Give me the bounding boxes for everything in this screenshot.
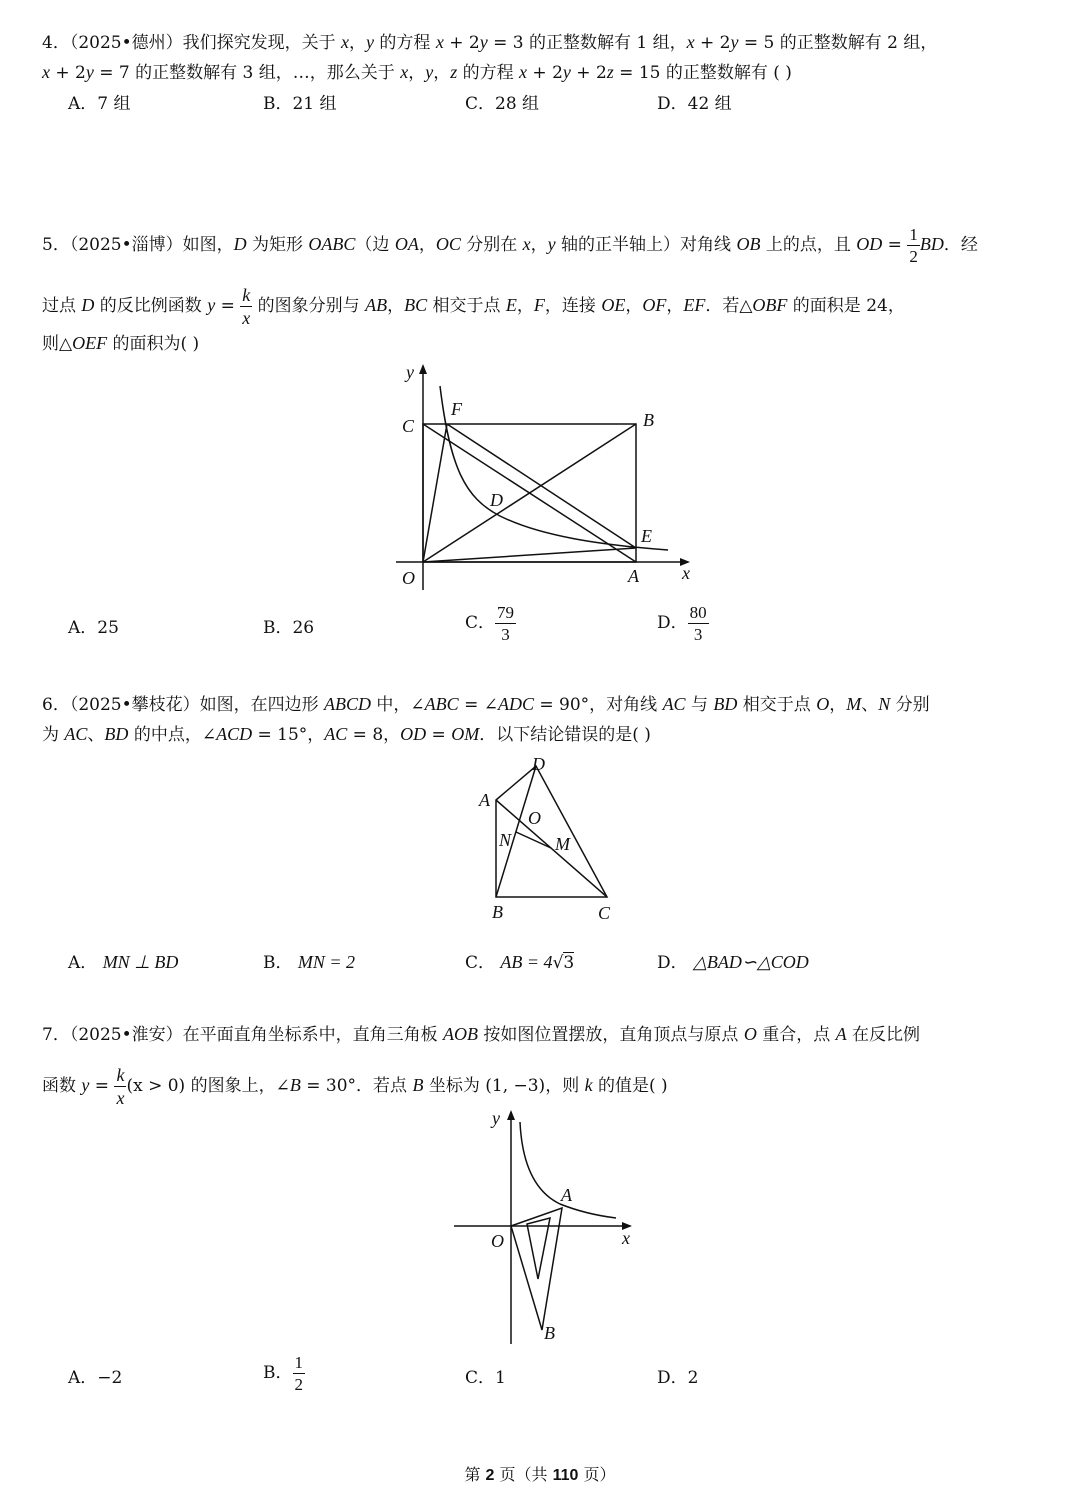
q5-label-c: C	[402, 416, 415, 436]
q5-label-d: D	[490, 490, 503, 510]
q5-option-c: C． $\frac{79}{3}$	[465, 603, 515, 644]
q6-label-m: M	[555, 834, 570, 854]
q5-hyperbola	[440, 386, 668, 550]
q6-label-a: A	[479, 790, 490, 810]
q6-line-1: 6．（2025•攀枝花）如图，在四边形 ABCD 中，∠ABC = ∠ADC = 90°，对角线 AC 与 BD 相交于点 O，M、N 分别	[42, 694, 930, 715]
q5-label-b: B	[643, 410, 654, 430]
q5-segment-oe	[423, 548, 636, 562]
q5-label-f: F	[451, 399, 462, 419]
q7-option-b: B． $\frac{1}{2}$	[263, 1353, 303, 1394]
q7-line-1: 7．（2025•淮安）在平面直角坐标系中，直角三角板 AOB 按如图位置摆放，直角顶点与原点 O 重合，点 A 在反比例	[42, 1024, 921, 1045]
q7-fraction-k-over-x: $\frac{k}{x}$	[116, 1065, 125, 1108]
q7-y-arrow	[507, 1110, 515, 1120]
q7-label-b: B	[544, 1323, 555, 1343]
q7-label-o: O	[491, 1231, 504, 1251]
q7-option-d: D．2	[657, 1368, 699, 1388]
q6-label-c: C	[598, 903, 611, 923]
q5-option-d: D． $\frac{80}{3}$	[657, 603, 707, 644]
q5-line-2: 过点 D 的反比例函数 y = $\frac{k}{x}$ 的图象分别与 AB，BC 相交于点 E，F，连接 OE，OF，EF．若△OBF 的面积是 24，	[42, 285, 905, 328]
q4-option-d: D．42 组	[657, 94, 732, 114]
q5-label-o: O	[402, 568, 415, 588]
q6-label-o: O	[528, 808, 541, 828]
q6-option-d: D． △BAD∽△COD	[657, 952, 809, 973]
q5-label-x: x	[682, 563, 690, 583]
q5-option-a: A．25	[68, 618, 119, 638]
q6-line-2: 为 AC、BD 的中点，∠ACD = 15°，AC = 8，OD = OM．以下结论错误的是( )	[42, 724, 651, 745]
q4-line-2: x + 2y = 7 的正整数解有 3 组，…，那么关于 x，y，z 的方程 x + 2y + 2z = 15 的正整数解有 ( )	[42, 62, 792, 83]
q7-label-y: y	[492, 1108, 500, 1128]
q5-fraction-k-over-x: $\frac{k}{x}$	[242, 285, 251, 328]
q5-label-y: y	[406, 362, 414, 382]
q6-label-n: N	[499, 830, 512, 850]
q4-option-a: A．7 组	[68, 94, 131, 114]
q6-diagonal-ac	[496, 800, 607, 897]
q7-label-x: x	[622, 1228, 630, 1248]
q5-label-e: E	[641, 526, 652, 546]
q5-line-3: 则△OEF 的面积为( )	[42, 333, 200, 354]
q5-option-b: B．26	[263, 618, 315, 638]
q7-figure	[450, 1104, 645, 1349]
q5-segment-of	[423, 424, 447, 562]
q7-label-a: A	[561, 1185, 572, 1205]
q6-label-b: B	[492, 902, 503, 922]
q7-triangle-inner	[527, 1218, 550, 1279]
q4-option-b: B．21 组	[263, 94, 337, 114]
q6-label-d: D	[532, 754, 545, 774]
q7-option-c: C．1	[465, 1368, 506, 1388]
page-footer: 第 2 页（共 110 页）	[464, 1465, 616, 1484]
q6-option-a: A． MN ⊥ BD	[68, 952, 179, 973]
q5-fraction-half: $\frac{1}{2}$	[909, 225, 918, 266]
q4-option-c: C．28 组	[465, 94, 540, 114]
q6-figure	[470, 750, 620, 925]
q5-label-a: A	[628, 566, 639, 586]
q7-option-a: A．−2	[68, 1368, 123, 1388]
q4-line-1: 4．（2025•德州）我们探究发现，关于 x，y 的方程 x + 2y = 3 的正整数解有 1 组，x + 2y = 5 的正整数解有 2 组，	[42, 32, 938, 53]
q6-quadrilateral-abcd	[496, 766, 607, 897]
q5-y-arrow	[419, 364, 427, 374]
q5-line-1: 5．（2025•淄博）如图，D 为矩形 OABC（边 OA，OC 分别在 x，y 轴的正半轴上）对角线 OB 上的点，且 OD = $\frac{1}{2}$ BD．经	[42, 225, 978, 266]
page-total: 110	[552, 1467, 579, 1484]
q6-segment-mn	[516, 832, 551, 848]
q6-option-c: C． AB = 4√3	[465, 952, 575, 973]
page-number: 2	[485, 1467, 495, 1484]
q5-figure	[390, 358, 700, 598]
q7-line-2: 函数 y = $\frac{k}{x}$ (x > 0) 的图象上，∠B = 30°．若点 B 坐标为 (1, −3)，则 k 的值是( )	[42, 1065, 668, 1108]
q6-option-b: B． MN = 2	[263, 952, 356, 973]
